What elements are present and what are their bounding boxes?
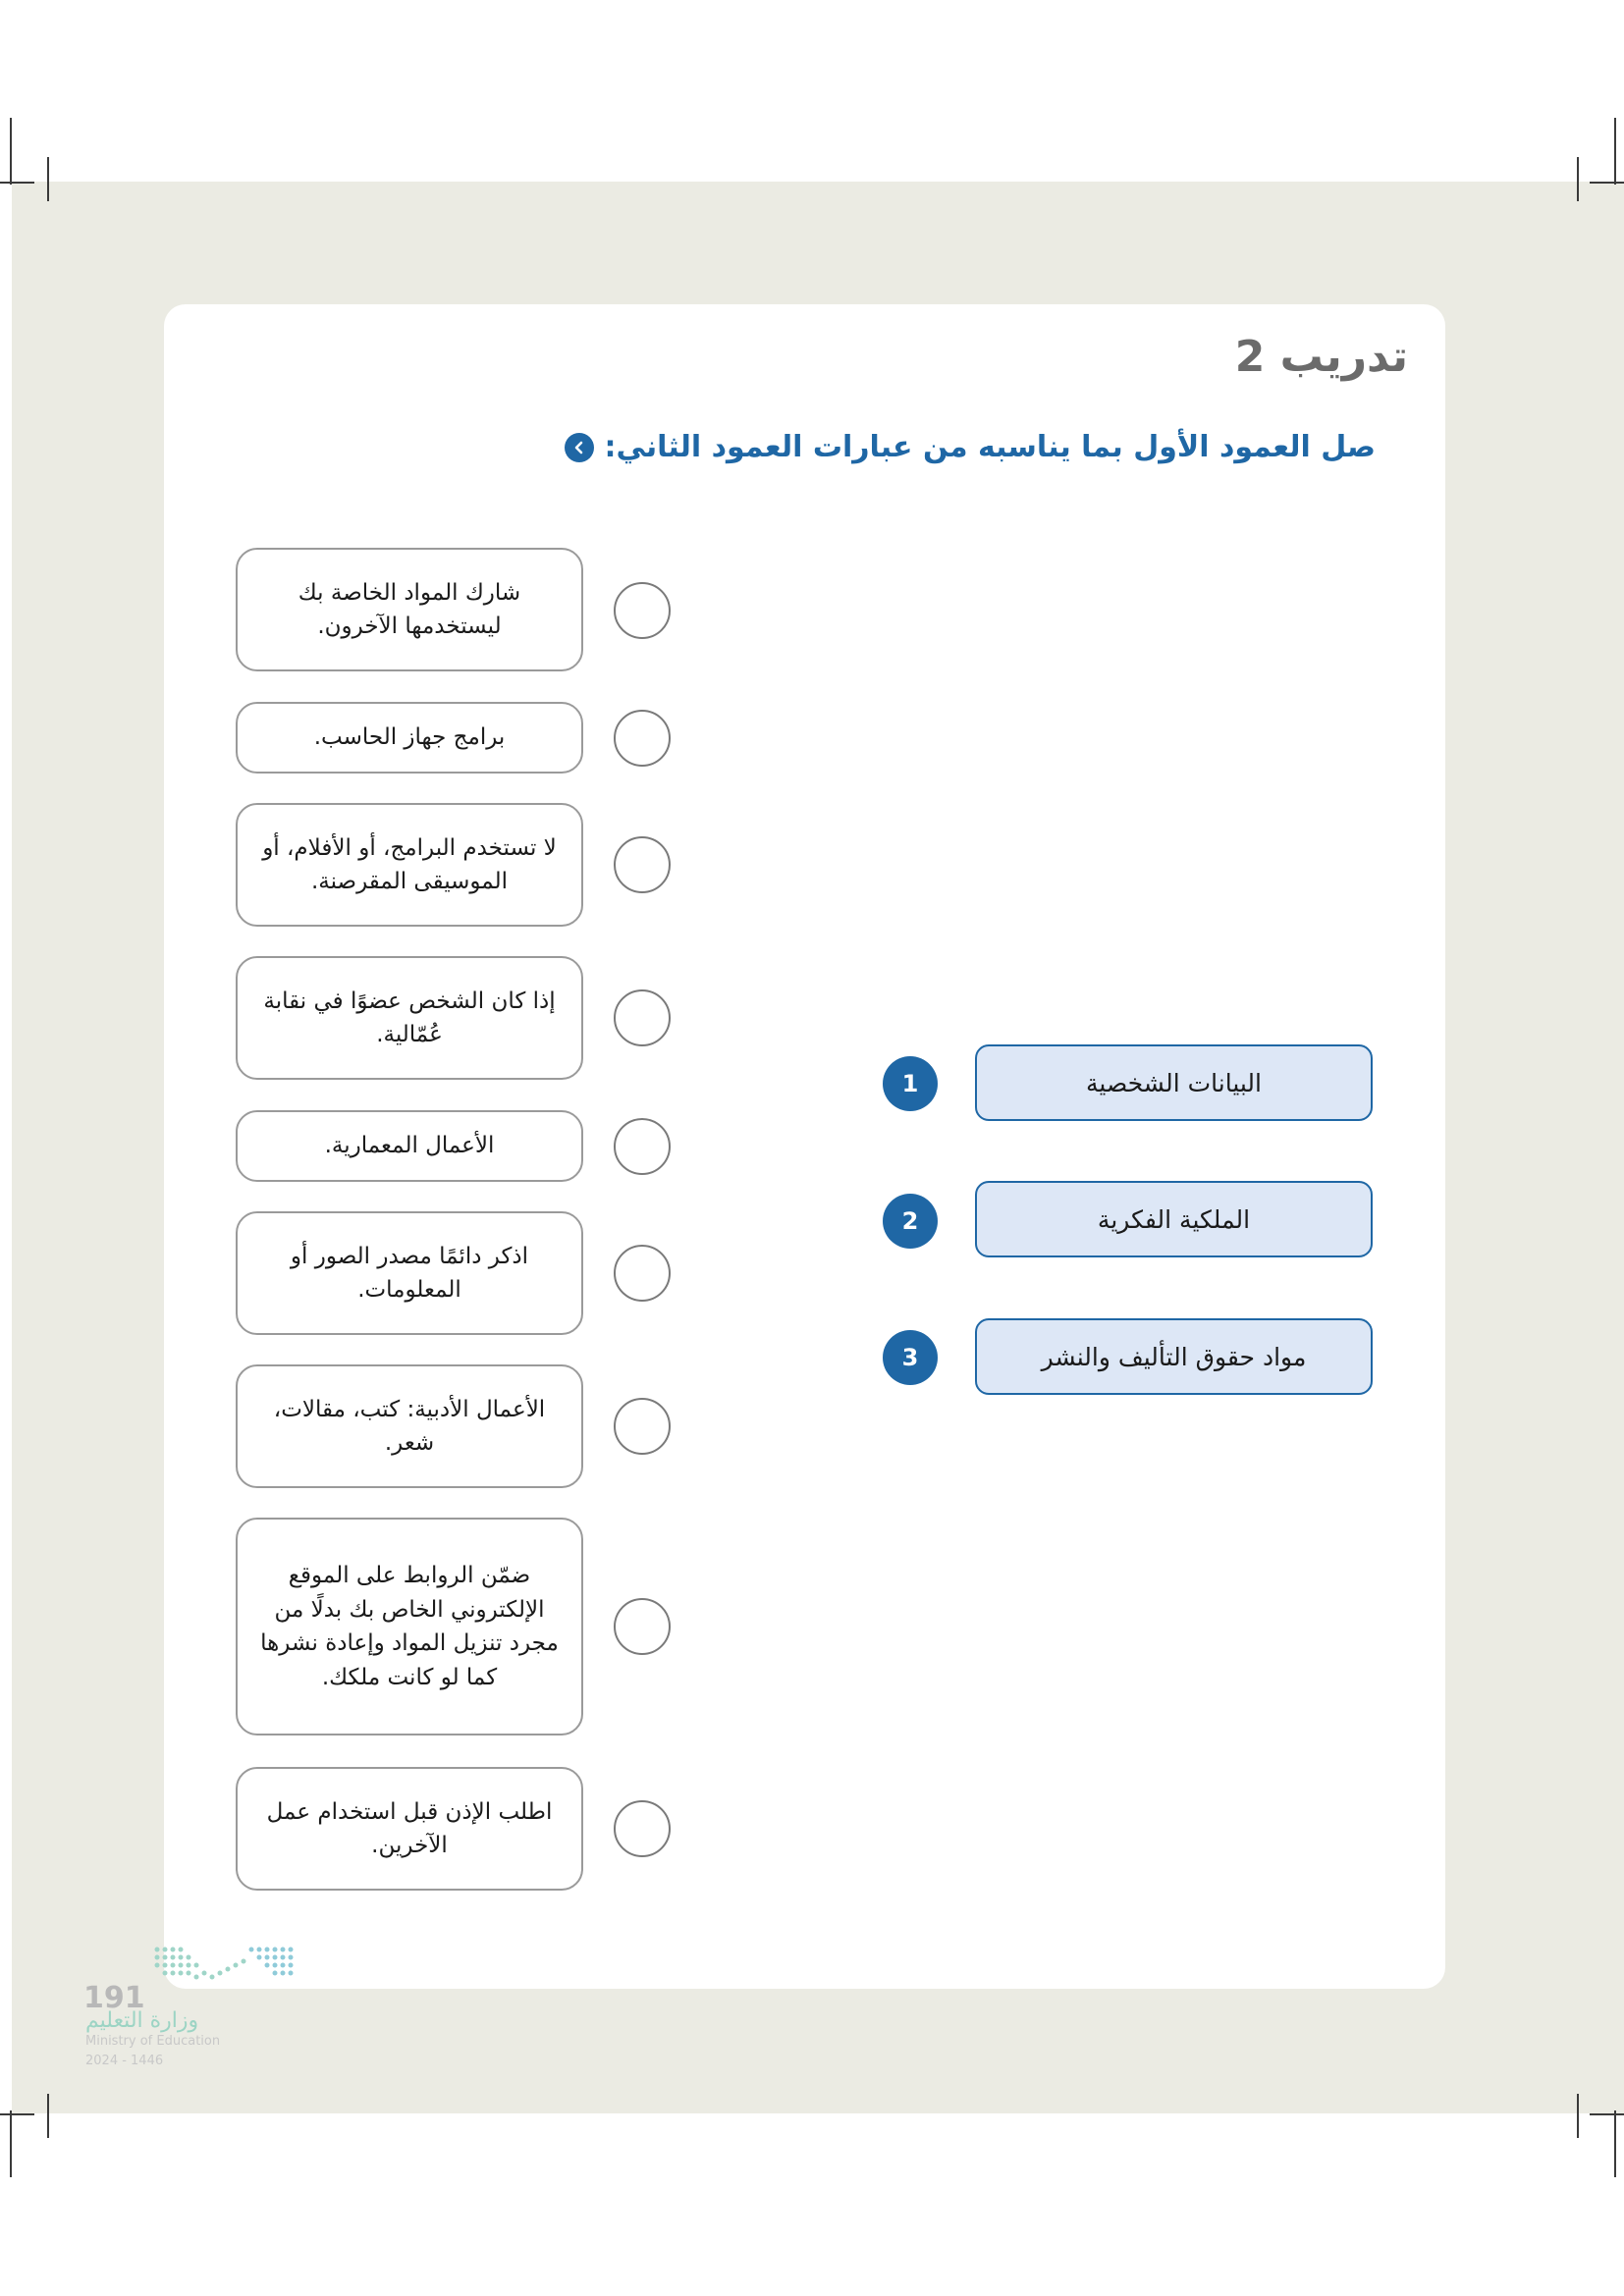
edition-year: 2024 - 1446: [85, 2054, 164, 2068]
statement-box: لا تستخدم البرامج، أو الأفلام، أو الموسيقى المقرصنة.: [236, 803, 583, 927]
ministry-logo-icon: [152, 1944, 309, 1988]
answer-circle[interactable]: [614, 836, 671, 893]
statement-box: الأعمال المعمارية.: [236, 1110, 583, 1182]
crop-mark: [47, 157, 49, 201]
crop-mark: [1590, 182, 1624, 184]
crop-mark: [1614, 2110, 1616, 2177]
term-box: الملكية الفكرية: [975, 1181, 1373, 1257]
crop-mark: [47, 2094, 49, 2138]
term-number: 3: [883, 1330, 938, 1385]
statement-box: إذا كان الشخص عضوًا في نقابة عُمّالية.: [236, 956, 583, 1080]
term-number: 2: [883, 1194, 938, 1249]
statement-box: ضمّن الروابط على الموقع الإلكتروني الخاص بك بدلًا من مجرد تنزيل المواد وإعادة نشرها كما لو كانت ملكك.: [236, 1518, 583, 1735]
answer-circle[interactable]: [614, 710, 671, 767]
answer-circle[interactable]: [614, 989, 671, 1046]
chevron-left-icon: [565, 433, 594, 462]
statement-box: الأعمال الأدبية: كتب، مقالات، شعر.: [236, 1364, 583, 1488]
crop-mark: [10, 118, 12, 185]
term-box: مواد حقوق التأليف والنشر: [975, 1318, 1373, 1395]
answer-circle[interactable]: [614, 1398, 671, 1455]
instruction: [565, 430, 1376, 464]
answer-circle[interactable]: [614, 1598, 671, 1655]
term-box: البيانات الشخصية: [975, 1044, 1373, 1121]
statement-box: اذكر دائمًا مصدر الصور أو المعلومات.: [236, 1211, 583, 1335]
crop-mark: [0, 182, 34, 184]
crop-mark: [10, 2110, 12, 2177]
answer-circle[interactable]: [614, 1800, 671, 1857]
answer-circle[interactable]: [614, 1118, 671, 1175]
exercise-title: تدريب 2: [1234, 332, 1408, 382]
term-number: 1: [883, 1056, 938, 1111]
ministry-name-ar: وزارة التعليم: [85, 2008, 199, 2033]
statement-box: برامج جهاز الحاسب.: [236, 702, 583, 774]
instruction-text: صل العمود الأول بما يناسبه من عبارات العمود الثاني:: [604, 430, 1376, 464]
answer-circle[interactable]: [614, 1245, 671, 1302]
crop-mark: [1577, 157, 1579, 201]
crop-mark: [1614, 118, 1616, 185]
crop-mark: [1577, 2094, 1579, 2138]
page-number: 191: [83, 1981, 145, 2015]
statement-box: اطلب الإذن قبل استخدام عمل الآخرين.: [236, 1767, 583, 1891]
statement-box: شارك المواد الخاصة بك ليستخدمها الآخرون.: [236, 548, 583, 671]
ministry-name-en: Ministry of Education: [85, 2034, 221, 2049]
answer-circle[interactable]: [614, 582, 671, 639]
crop-mark: [0, 2113, 34, 2115]
crop-mark: [1590, 2113, 1624, 2115]
